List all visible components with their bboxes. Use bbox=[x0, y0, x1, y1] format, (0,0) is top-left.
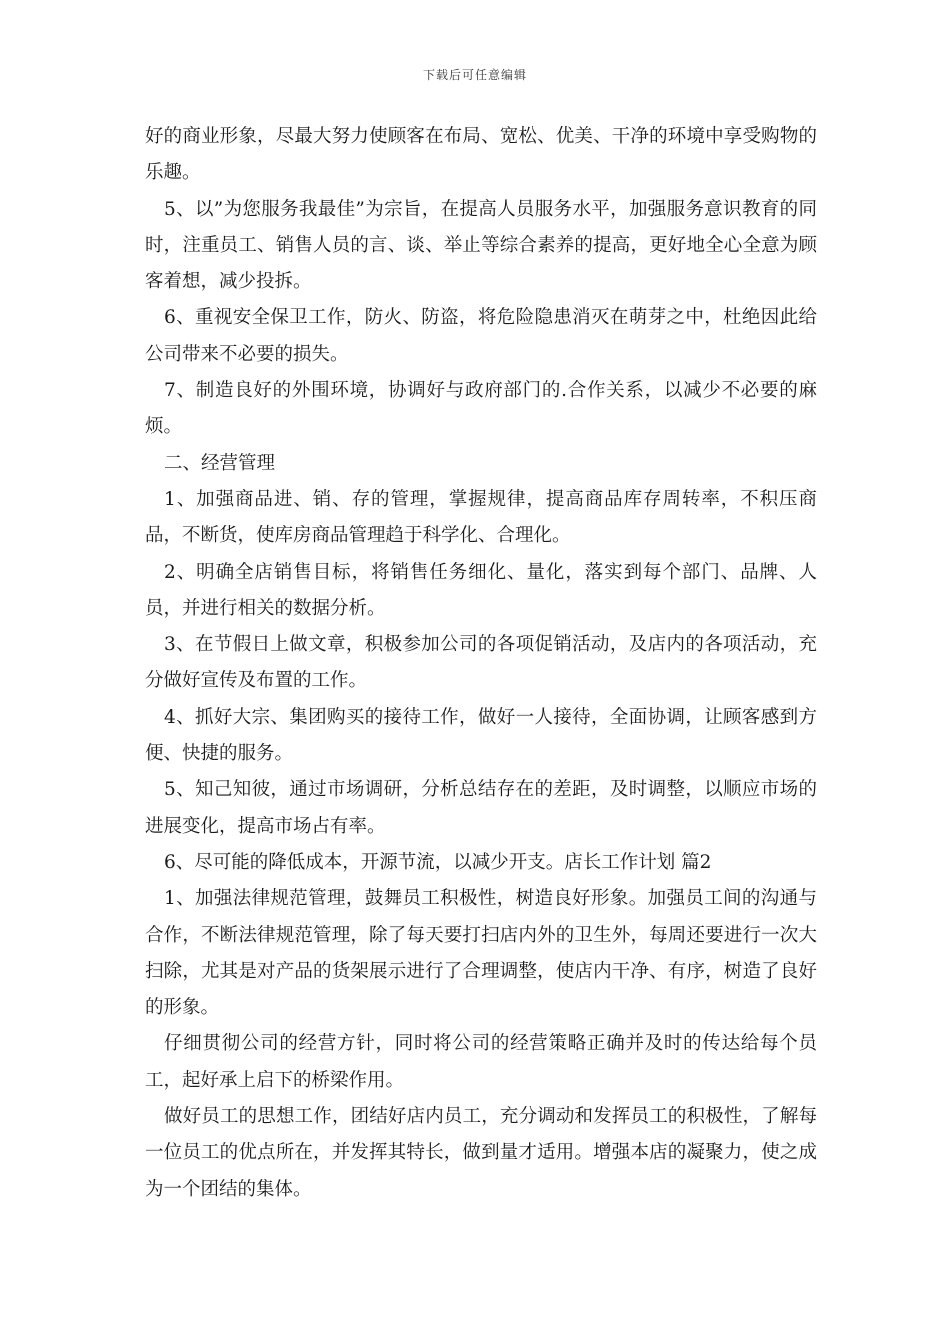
paragraph: 7、制造良好的外围环境，协调好与政府部门的.合作关系，以减少不必要的麻烦。 bbox=[145, 380, 817, 438]
paragraph: 2、明确全店销售目标，将销售任务细化、量化，落实到每个部门、品牌、人员，并进行相关的数据分析。 bbox=[145, 561, 817, 619]
paragraph: 6、尽可能的降低成本，开源节流，以减少开支。店长工作计划 篇2 bbox=[164, 851, 712, 873]
paragraph: 做好员工的思想工作，团结好店内员工，充分调动和发挥员工的积极性，了解每一位员工的优点所在，并发挥其特长，做到量才适用。增强本店的凝聚力，使之成为一个团结的集体。 bbox=[145, 1106, 817, 1200]
paragraph: 5、知己知彼，通过市场调研，分析总结存在的差距，及时调整，以顺应市场的进展变化，提高市场占有率。 bbox=[145, 779, 817, 837]
paragraph: 4、抓好大宗、集团购买的接待工作，做好一人接待，全面协调，让顾客感到方便、快捷的服务。 bbox=[145, 706, 817, 765]
paragraph: 5、以”为您服务我最佳”为宗旨，在提高人员服务水平，加强服务意识教育的同时，注重员工、销售人员的言、谈、举止等综合素养的提高，更好地全心全意为顾客着想，减少投拆。 bbox=[145, 198, 817, 293]
paragraph: 1、加强商品进、销、存的管理，掌握规律，提高商品库存周转率，不积压商品，不断货，使库房商品管理趋于科学化、合理化。 bbox=[145, 488, 817, 547]
paragraph: 3、在节假日上做文章，积极参加公司的各项促销活动，及店内的各项活动，充分做好宣传及布置的工作。 bbox=[145, 634, 817, 692]
page-header: 下载后可任意编辑 bbox=[422, 68, 527, 82]
document-body bbox=[145, 119, 817, 1208]
paragraph: 仔细贯彻公司的经营方针，同时将公司的经营策略正确并及时的传达给每个员工，起好承上启下的桥梁作用。 bbox=[145, 1033, 817, 1091]
paragraph: 6、重视安全保卫工作，防火、防盗，将危险隐患消灭在萌芽之中，杜绝因此给公司带来不必要的损失。 bbox=[145, 307, 817, 365]
paragraph: 好的商业形象，尽最大努力使顾客在布局、宽松、优美、干净的环境中享受购物的乐趣。 bbox=[145, 126, 817, 184]
section-heading: 二、经营管理 bbox=[164, 452, 276, 474]
paragraph: 1、加强法律规范管理，鼓舞员工积极性，树造良好形象。加强员工间的沟通与合作，不断法律规范管理，除了每天要打扫店内外的卫生外，每周还要进行一次大扫除，尤其是对产品的货架展示进行了合理调整，使店内干净、有序，树造了良好的形象。 bbox=[145, 888, 817, 1019]
